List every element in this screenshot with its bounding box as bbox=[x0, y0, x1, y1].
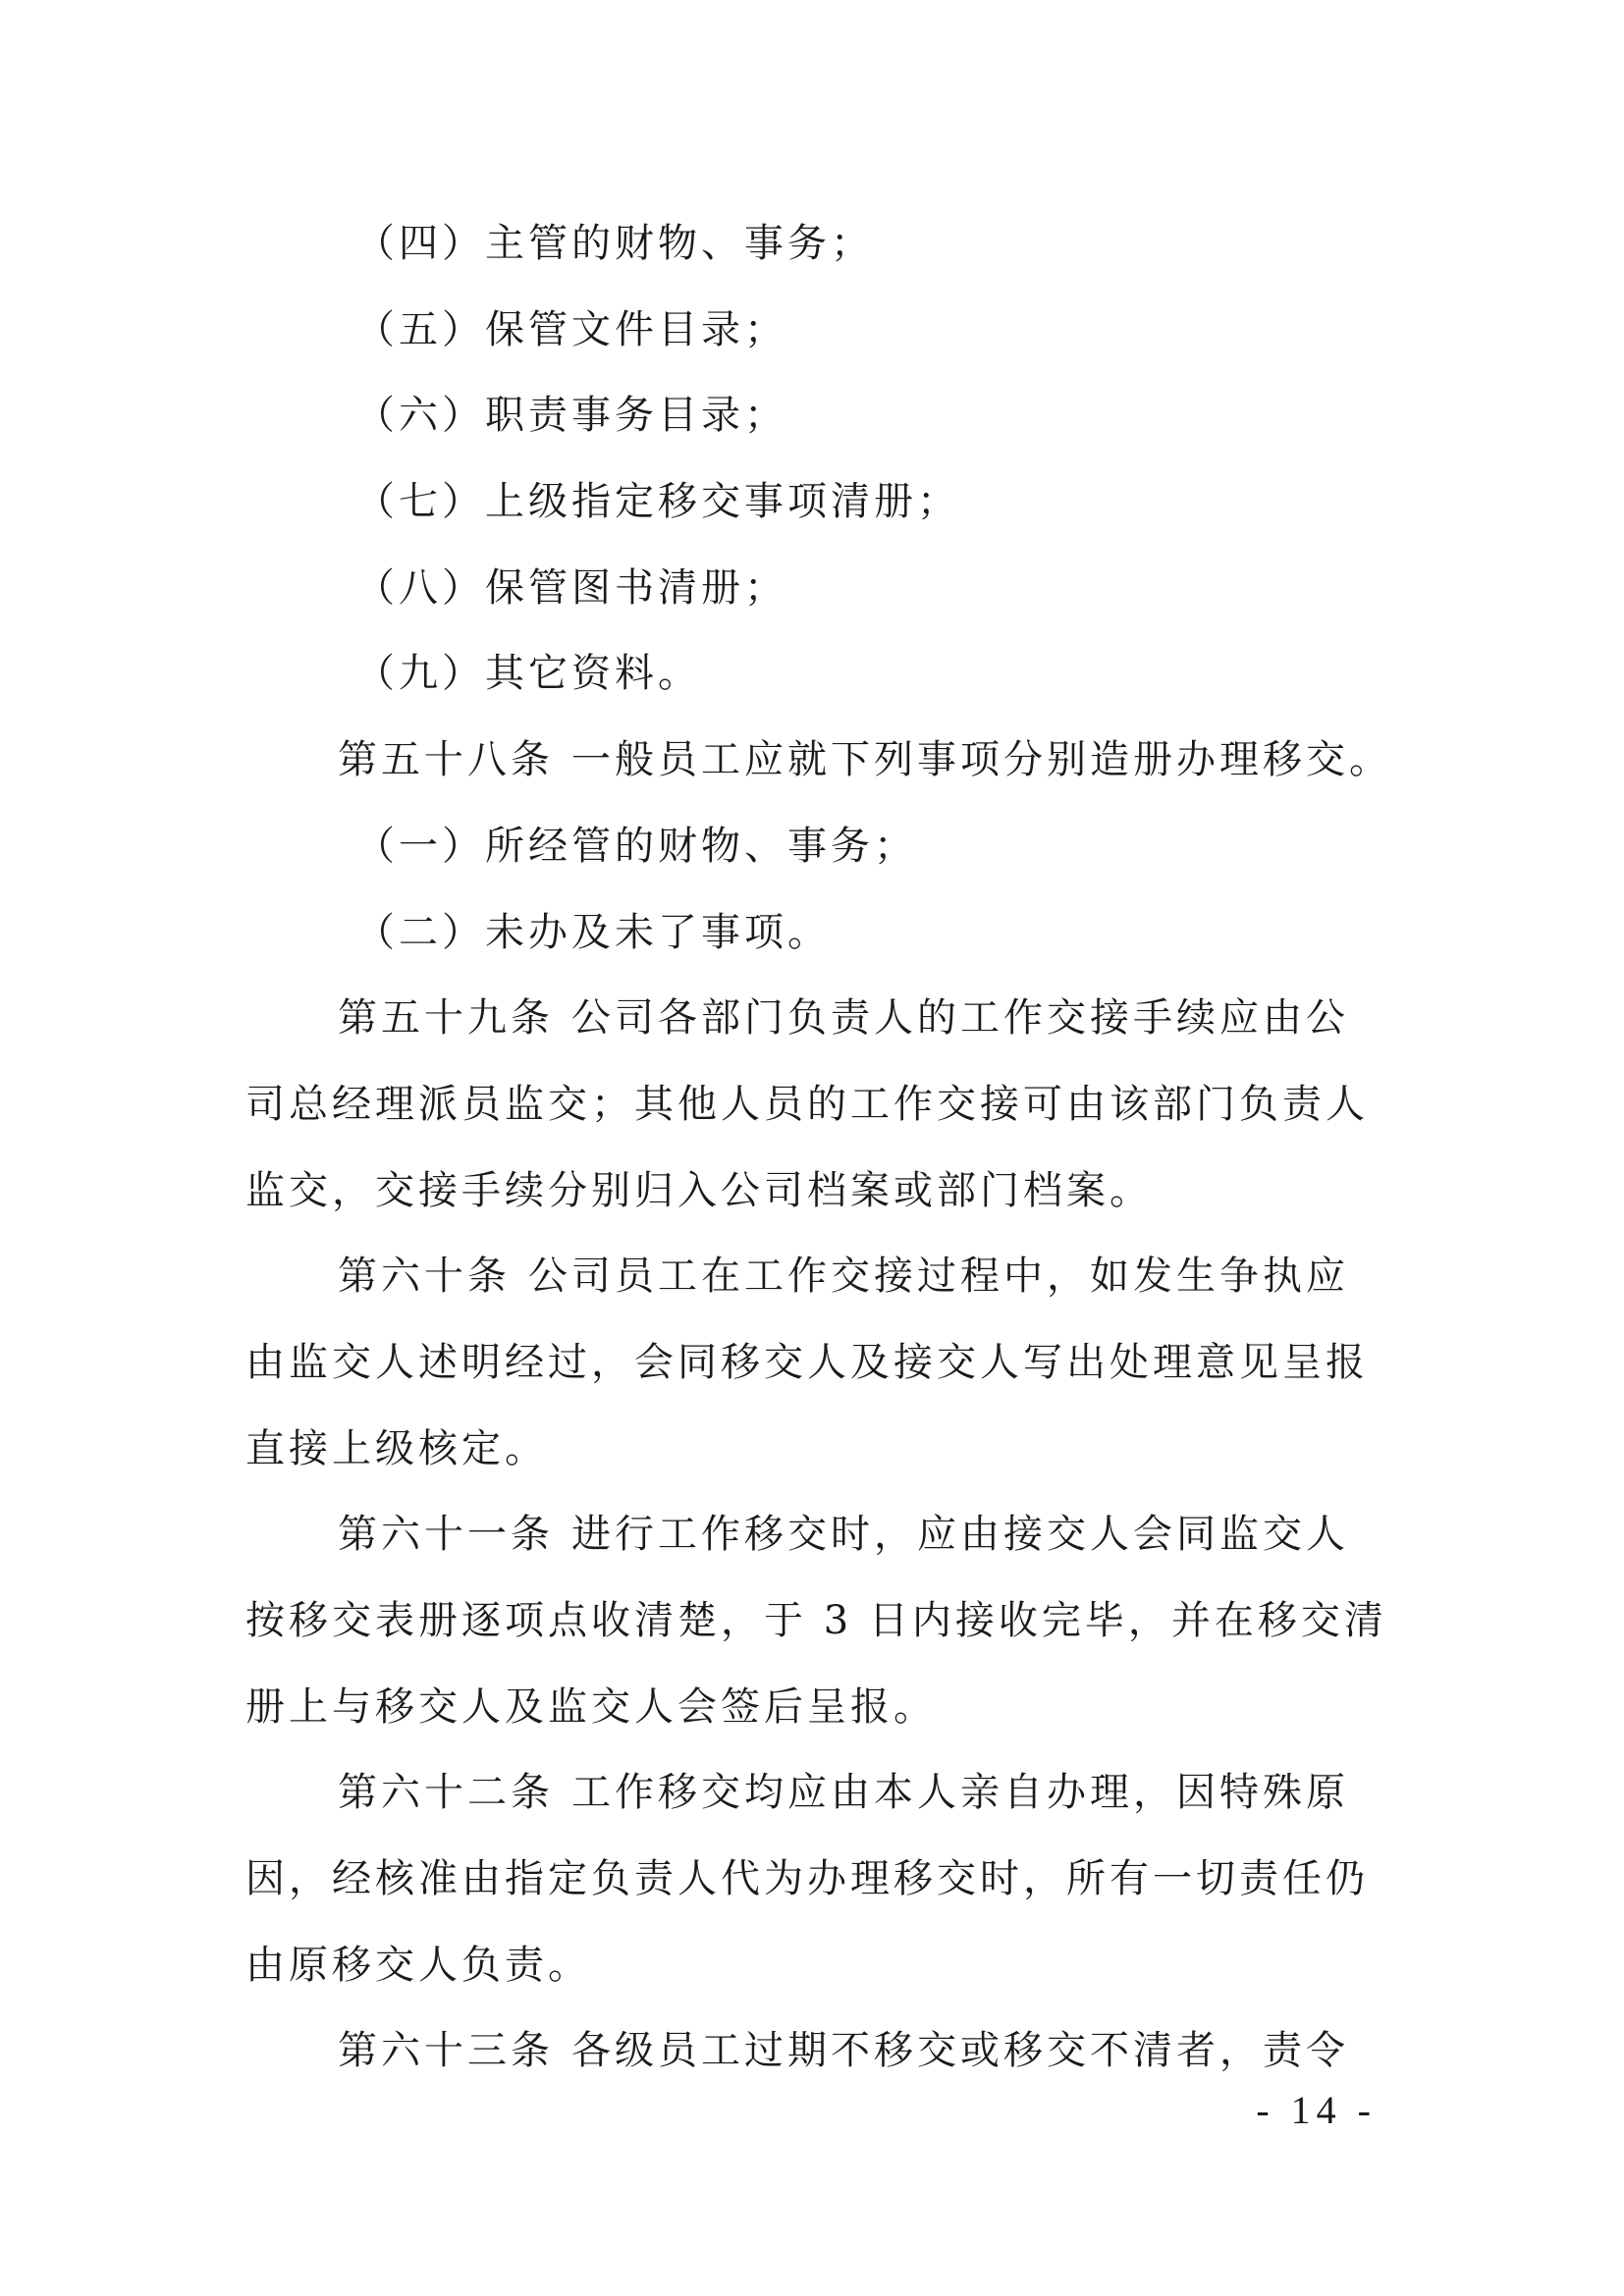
article-text-line: 监交，交接手续分别归入公司档案或部门档案。 bbox=[245, 1167, 1153, 1213]
list-item: （七）上级指定移交事项清册； bbox=[355, 479, 960, 525]
article-heading: 第六十条 bbox=[338, 1254, 511, 1300]
list-item: （四）主管的财物、事务； bbox=[355, 221, 874, 266]
article-text: 各级员工过期不移交或移交不清者，责令 bbox=[571, 2028, 1349, 2074]
article-58 bbox=[245, 718, 1392, 804]
article-text: 工作移交均应由本人亲自办理，因特殊原 bbox=[571, 1770, 1349, 1816]
article-text: 公司员工在工作交接过程中，如发生争执应 bbox=[528, 1254, 1349, 1300]
article-61 bbox=[245, 1492, 1375, 1578]
article-60 bbox=[245, 1234, 1375, 1320]
page-number: - 14 - bbox=[1256, 2088, 1377, 2132]
article-text-line: 由原移交人负责。 bbox=[245, 1942, 591, 1988]
list-item: （五）保管文件目录； bbox=[355, 306, 787, 352]
article-text: 一般员工应就下列事项分别造册办理移交。 bbox=[571, 737, 1392, 783]
article-heading: 第五十九条 bbox=[338, 995, 554, 1041]
article-text-line: 直接上级核定。 bbox=[245, 1425, 548, 1471]
article-text-line: 司总经理派员监交；其他人员的工作交接可由该部门负责人 bbox=[245, 1081, 1369, 1127]
article-text-line: 因，经核准由指定负责人代为办理移交时，所有一切责任仍 bbox=[245, 1856, 1369, 1902]
article-heading: 第六十二条 bbox=[338, 1770, 554, 1816]
list-item: （八）保管图书清册； bbox=[355, 564, 787, 611]
list-item: （一）所经管的财物、事务； bbox=[355, 823, 917, 869]
article-text: 公司各部门负责人的工作交接手续应由公 bbox=[571, 995, 1349, 1041]
list-item: （二）未办及未了事项。 bbox=[355, 909, 831, 955]
article-62 bbox=[245, 1750, 1375, 1837]
article-text-line: 按移交表册逐项点收清楚，于 3 日内接收完毕，并在移交清 bbox=[245, 1598, 1387, 1643]
article-heading: 第五十八条 bbox=[338, 737, 554, 783]
article-59 bbox=[245, 976, 1375, 1062]
article-text-line: 由监交人述明经过，会同移交人及接交人写出处理意见呈报 bbox=[245, 1339, 1369, 1385]
list-item: （六）职责事务目录； bbox=[355, 393, 787, 439]
article-63 bbox=[245, 2008, 1375, 2095]
list-item: （九）其它资料。 bbox=[355, 651, 701, 697]
article-text: 进行工作移交时，应由接交人会同监交人 bbox=[571, 1512, 1349, 1558]
document-body bbox=[245, 201, 1392, 2095]
article-heading: 第六十一条 bbox=[338, 1512, 554, 1558]
article-text-line: 册上与移交人及监交人会签后呈报。 bbox=[245, 1683, 937, 1730]
article-heading: 第六十三条 bbox=[338, 2028, 554, 2074]
